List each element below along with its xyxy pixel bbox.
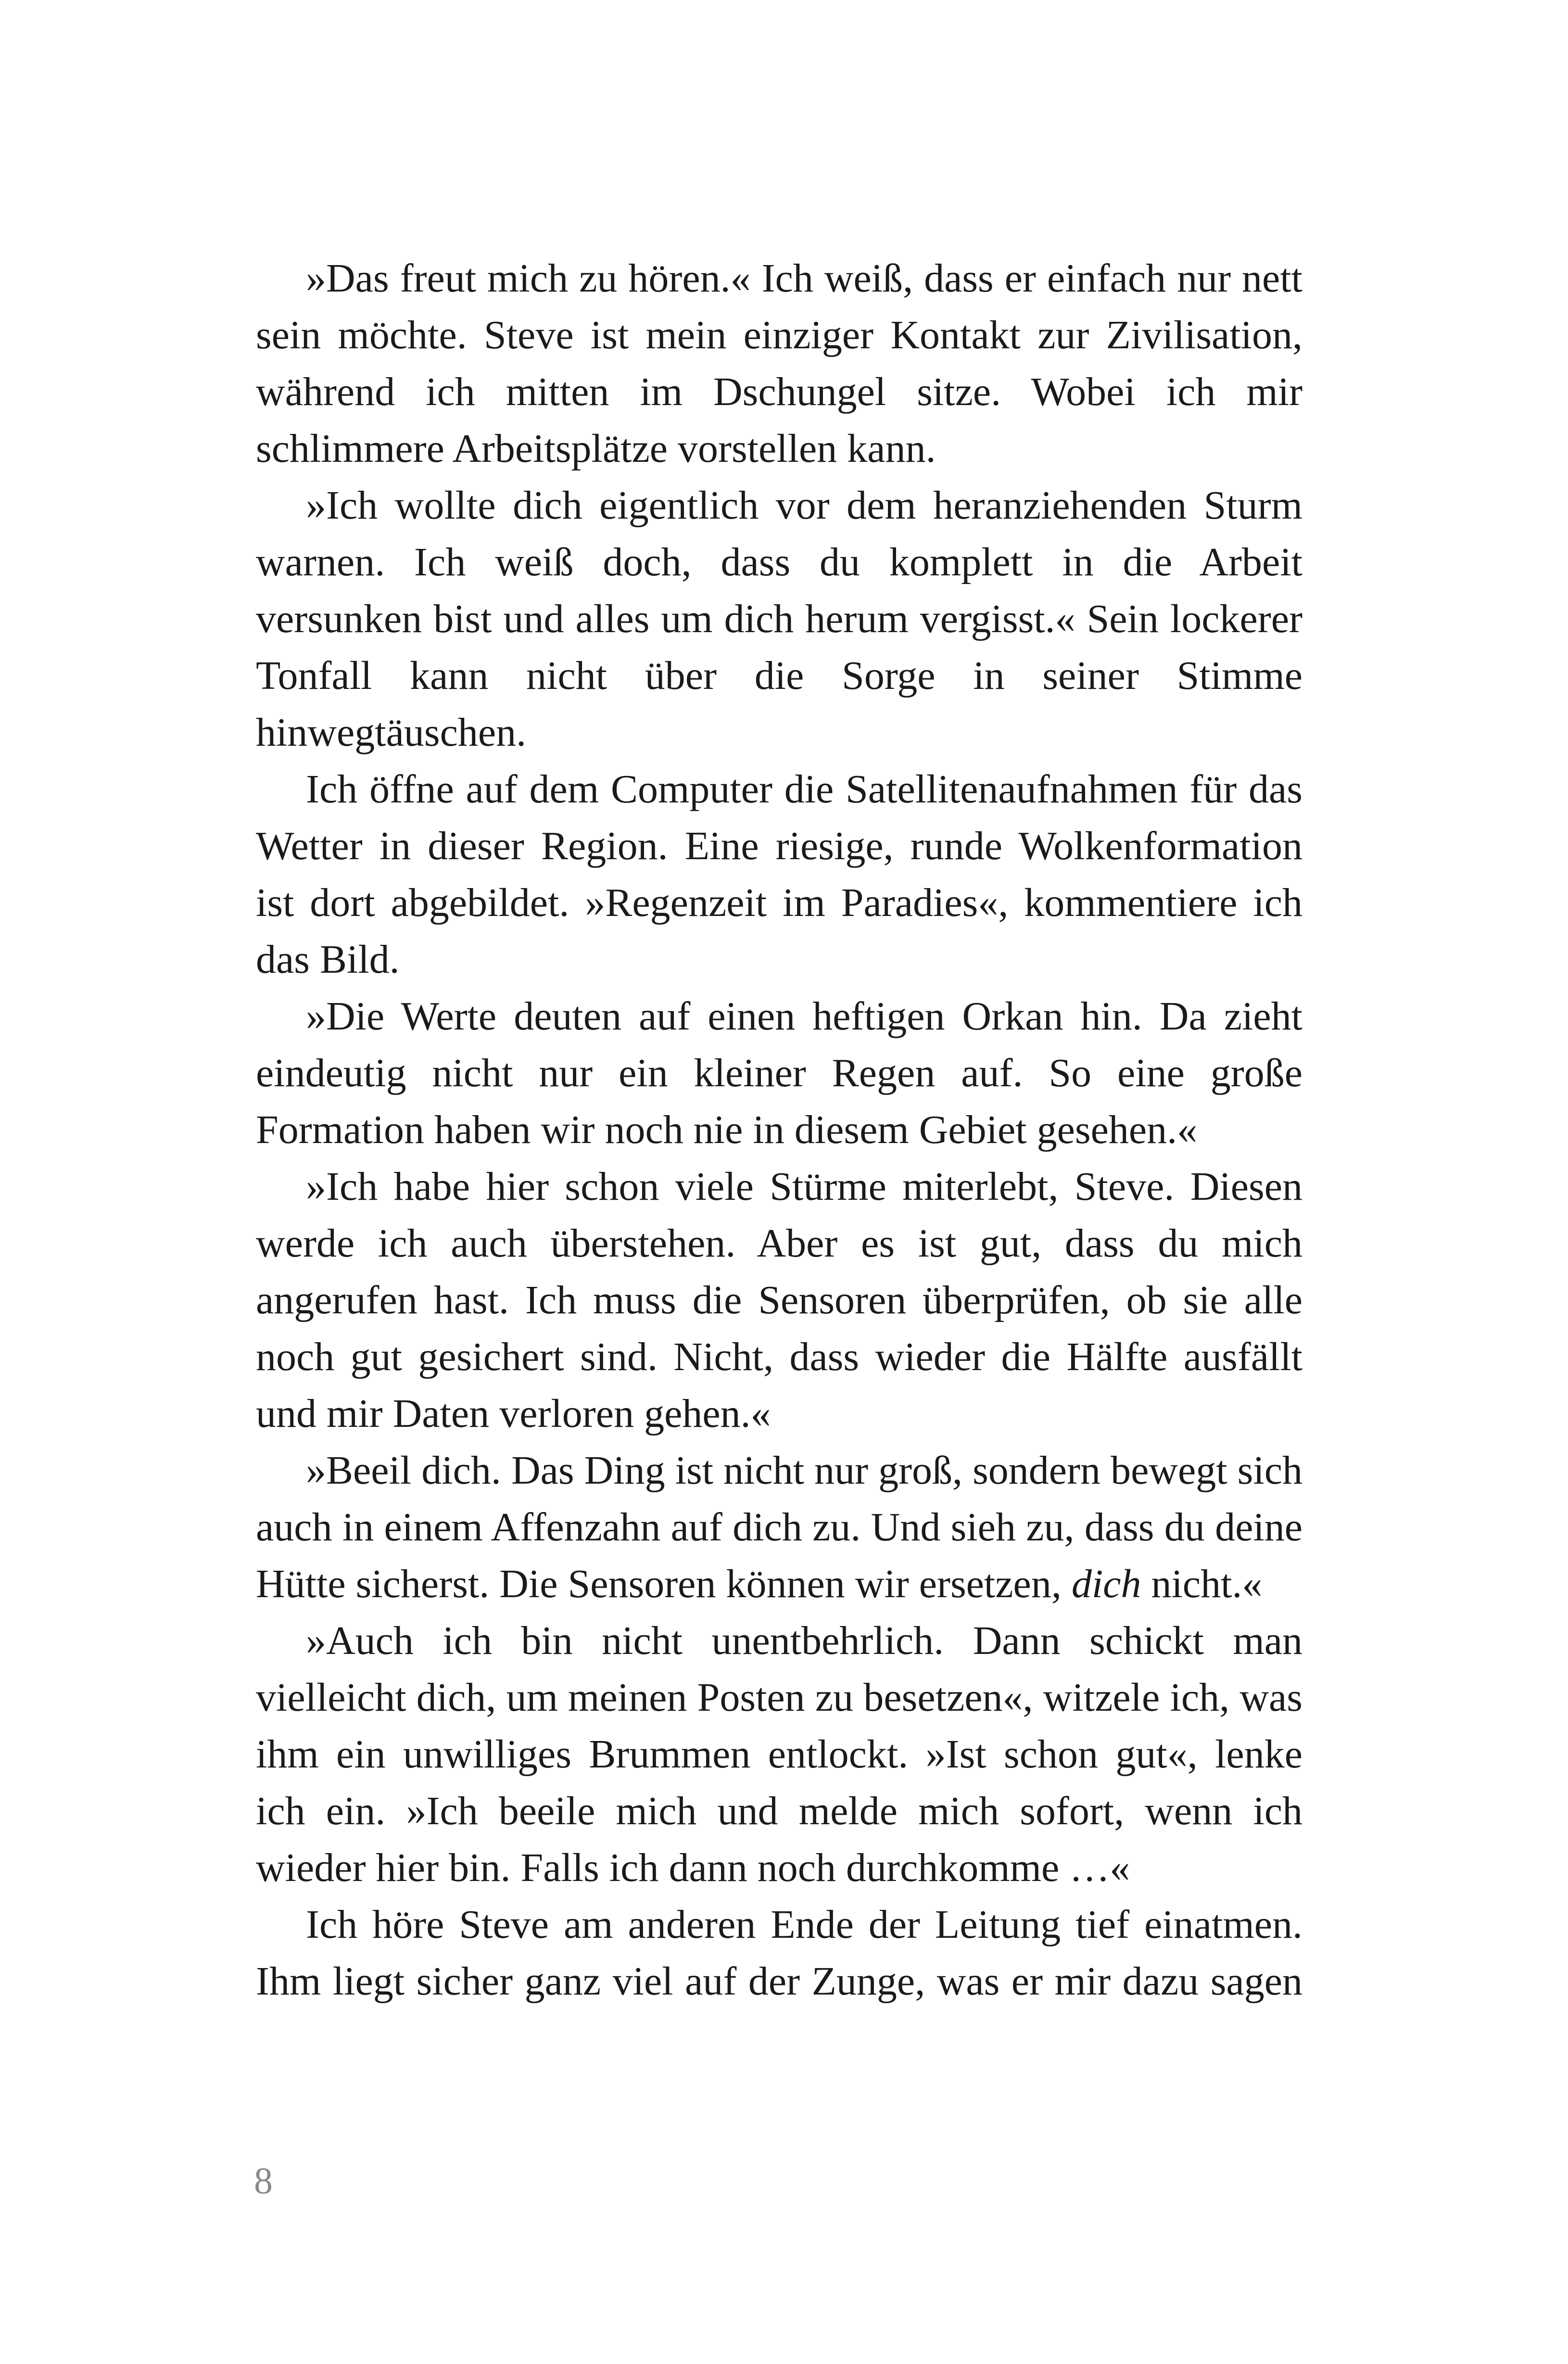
paragraph-6-text: »Beeil dich. Das Ding ist nicht nur groß, sondern bewegt sich auch in einem Affenzahn auf dich zu. Und sieh zu, dass du deine Hütte sicherst. Die Sensoren können wir ersetzen,: [256, 1448, 1302, 1606]
paragraph-3: Ich öffne auf dem Computer die Satellitenaufnahmen für das Wetter in dieser Region. Eine riesige, runde Wolkenformation ist dort abgebildet. »Regenzeit im Paradies«, kommentiere ich das Bild.: [256, 767, 1302, 982]
paragraph-2: »Ich wollte dich eigentlich vor dem heranziehenden Sturm warnen. Ich weiß doch, dass du komplett in die Arbeit versunken bist und alles um dich herum vergisst.« Sein lockerer Tonfall kann nicht über die Sorge in seiner Stimme hinwegtäuschen.: [256, 483, 1302, 755]
page-number: 8: [254, 2160, 273, 2201]
paragraph-5: »Ich habe hier schon viele Stürme miterlebt, Steve. Diesen werde ich auch überstehen. Aber es ist gut, dass du mich angerufen hast. Ich muss die Sensoren überprüfen, ob sie alle noch gut gesichert sind. Nicht, dass wieder die Hälfte ausfällt und mir Daten verloren gehen.«: [256, 1164, 1302, 1436]
paragraph-7: »Auch ich bin nicht unentbehrlich. Dann schickt man vielleicht dich, um meinen Posten zu besetzen«, witzele ich, was ihm ein unwilliges Brummen entlockt. »Ist schon gut«, lenke ich ein. »Ich beeile mich und melde mich sofort, wenn ich wieder hier bin. Falls ich dann noch durchkomme …«: [256, 1618, 1302, 1890]
emphasis-word: dich: [1071, 1562, 1141, 1606]
paragraph-8: Ich höre Steve am anderen Ende der Leitung tief einatmen. Ihm liegt sicher ganz viel auf der Zunge, was er mir dazu sagen: [256, 1902, 1302, 2004]
paragraph-4: »Die Werte deuten auf einen heftigen Orkan hin. Da zieht eindeutig nicht nur ein kleiner Regen auf. So eine große Formation haben wir noch nie in diesem Gebiet gesehen.«: [256, 994, 1302, 1152]
paragraph-6: [256, 1442, 1302, 1613]
paragraph-6-tail: nicht.«: [1141, 1562, 1263, 1606]
paragraph-1: »Das freut mich zu hören.« Ich weiß, dass er einfach nur nett sein möchte. Steve ist mein einziger Kontakt zur Zivilisation, während ich mitten im Dschungel sitze. Wobei ich mir schlimmere Arbeitsplätze vorstellen kann.: [256, 256, 1302, 471]
body-text: [256, 250, 1302, 2010]
